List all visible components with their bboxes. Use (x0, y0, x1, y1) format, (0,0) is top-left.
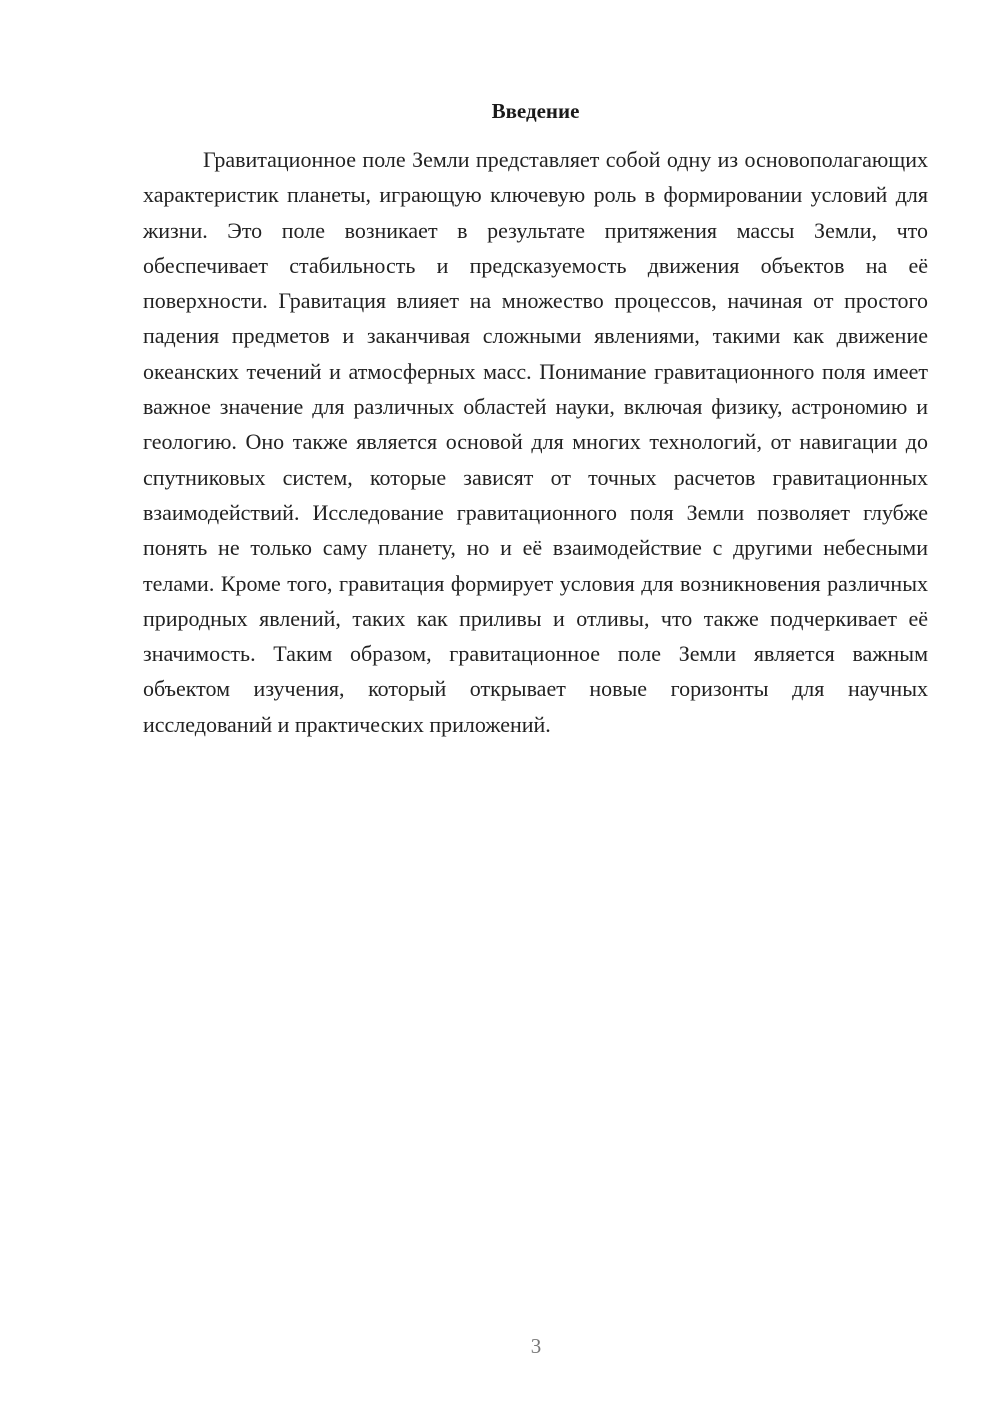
page-number: 3 (530, 1334, 542, 1358)
body-paragraph: Гравитационное поле Земли представляет собой одну из основополагающих характеристик планеты, играющую ключевую роль в формировании условий для жизни. Это поле возникает в результате притяжения массы Земли, что обеспечивает стабильность и предсказуемость движения объектов на её поверхности. Гравитация влияет на множество процессов, начиная от простого падения предметов и заканчивая сложными явлениями, такими как движение океанских течений и атмосферных масс. Понимание гравитационного поля имеет важное значение для различных областей науки, включая физику, астрономию и геологию. Оно также является основой для многих технологий, от навигации до спутниковых систем, которые зависят от точных расчетов гравитационных взаимодействий. Исследование гравитационного поля Земли позволяет глубже понять не только саму планету, но и её взаимодействие с другими небесными телами. Кроме того, гравитация формирует условия для возникновения различных природных явлений, таких как приливы и отливы, что также подчеркивает её значимость. Таким образом, гравитационное поле Земли является важным объектом изучения, который открывает новые горизонты для научных исследований и практических приложений. (143, 147, 928, 737)
section-heading: Введение (491, 99, 580, 123)
